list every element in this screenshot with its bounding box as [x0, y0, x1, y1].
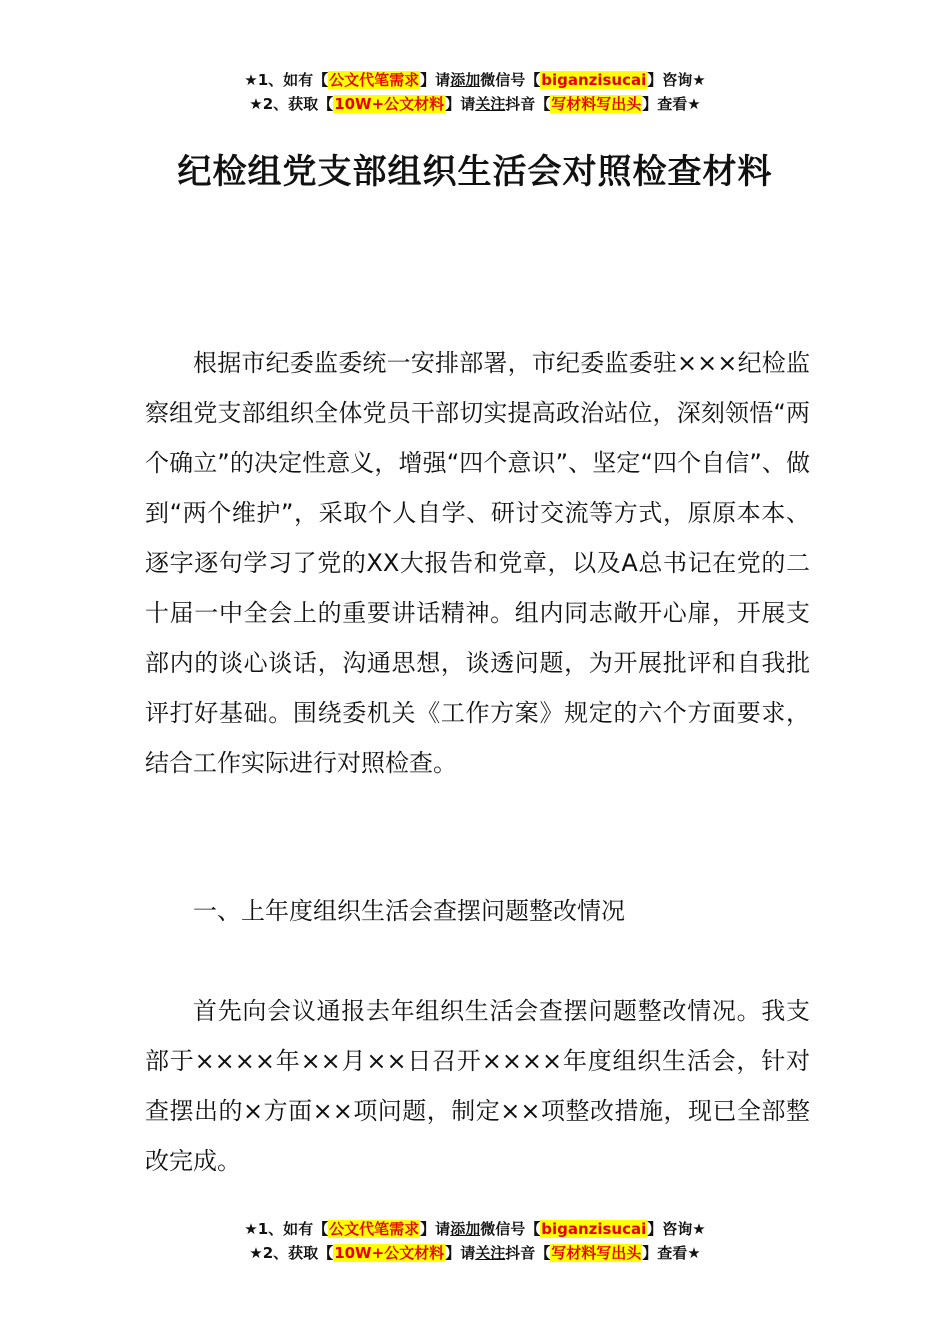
promo-highlight: 写材料写出头 — [551, 1244, 642, 1262]
heading-text: 一、上年度组织生活会查摆问题整改情况 — [193, 897, 625, 925]
promo-text: 微信号【 — [480, 71, 541, 89]
paragraph-text: 首先向会议通报去年组织生活会查摆问题整改情况。我支部于××××年××月××日召开××××年度组织生活会，针对查摆出的×方面××项问题，制定××项整改措施，现已全部整改完成。 — [145, 997, 810, 1175]
promo-text: 抖音【 — [505, 1244, 551, 1262]
promo-text: 】请 — [420, 1220, 451, 1238]
promo-text: 】请 — [445, 95, 476, 113]
promo-banner-top — [0, 68, 950, 116]
promo-text: ★1、如有【 — [244, 1220, 329, 1238]
promo-line-2 — [0, 92, 950, 116]
promo-highlight: 10W+公文材料 — [334, 95, 445, 113]
promo-underline: 关注 — [475, 1244, 506, 1262]
promo-underline: 添加 — [450, 1220, 481, 1238]
promo-text: ★2、获取【 — [249, 95, 334, 113]
promo-text: 抖音【 — [505, 95, 551, 113]
promo-text: 】咨询★ — [647, 1220, 706, 1238]
section-heading-1 — [145, 886, 810, 936]
body-paragraph-2 — [145, 986, 810, 1186]
promo-line-1 — [0, 68, 950, 92]
paragraph-text: 根据市纪委监委统一安排部署，市纪委监委驻×××纪检监察组党支部组织全体党员干部切实提高政治站位，深刻领悟“两个确立”的决定性意义，增强“四个意识”、坚定“四个自信”、做到“两个维护”，采取个人自学、研讨交流等方式，原原本本、逐字逐句学习了党的XX大报告和党章，以及A总书记在党的二十届一中全会上的重要讲话精神。组内同志敞开心扉，开展支部内的谈心谈话，沟通思想，谈透问题，为开展批评和自我批评打好基础。围绕委机关《工作方案》规定的六个方面要求，结合工作实际进行对照检查。 — [145, 349, 810, 777]
promo-text: 】请 — [445, 1244, 476, 1262]
promo-text: 】查看★ — [642, 95, 701, 113]
promo-highlight: 公文代笔需求 — [329, 1220, 420, 1238]
promo-text: 】查看★ — [642, 1244, 701, 1262]
promo-underline: 添加 — [450, 71, 481, 89]
promo-text: 微信号【 — [480, 1220, 541, 1238]
promo-highlight: 公文代笔需求 — [329, 71, 420, 89]
promo-line-1 — [0, 1217, 950, 1241]
promo-banner-bottom — [0, 1217, 950, 1265]
promo-text: ★1、如有【 — [244, 71, 329, 89]
promo-text: 】咨询★ — [647, 71, 706, 89]
document-title: 纪检组党支部组织生活会对照检查材料 — [177, 152, 773, 192]
promo-underline: 关注 — [475, 95, 506, 113]
promo-text: 】请 — [420, 71, 451, 89]
promo-line-2 — [0, 1241, 950, 1265]
promo-text: ★2、获取【 — [249, 1244, 334, 1262]
promo-highlight: 10W+公文材料 — [334, 1244, 445, 1262]
promo-highlight: biganzisucai — [541, 1220, 647, 1238]
promo-highlight: biganzisucai — [541, 71, 647, 89]
body-paragraph-1 — [145, 338, 810, 788]
promo-highlight: 写材料写出头 — [551, 95, 642, 113]
